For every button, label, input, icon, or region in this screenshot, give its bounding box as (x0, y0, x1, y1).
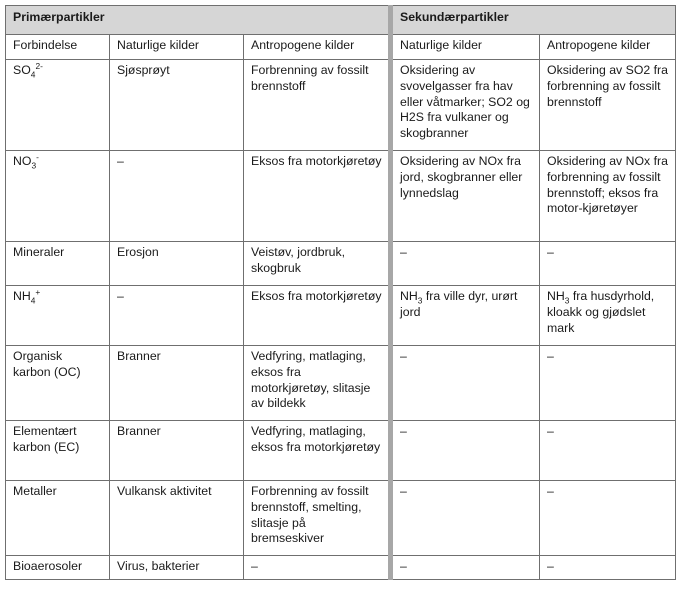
primary-natural-cell: Virus, bakterier (110, 556, 244, 580)
formula-sub: 3 (564, 295, 570, 306)
table-row (6, 421, 676, 481)
formula-base: NH (547, 289, 565, 303)
col-header-primary-anthropogenic: Antropogene kilder (244, 35, 391, 60)
formula-base: NO (13, 154, 32, 168)
col-header-primary-natural: Naturlige kilder (110, 35, 244, 60)
formula-sub: 4 (30, 295, 36, 306)
formula-sup: - (36, 151, 39, 162)
compound-cell: Elementært karbon (EC) (6, 421, 110, 481)
formula-base: SO (13, 63, 31, 77)
table-row (6, 242, 676, 286)
formula-base: NH (400, 289, 418, 303)
secondary-anthropogenic-cell: – (540, 346, 676, 421)
group-primary: Primærpartikler (6, 6, 391, 35)
primary-anthropogenic-cell: Forbrenning av fossilt brennstoff (244, 60, 391, 151)
secondary-anthropogenic-cell: Oksidering av NOx fra forbrenning av fossilt brennstoff; eksos fra motor-kjøretøyer (540, 151, 676, 242)
compound-cell (6, 151, 110, 242)
primary-natural-cell: Branner (110, 421, 244, 481)
col-header-secondary-anthropogenic: Antropogene kilder (540, 35, 676, 60)
secondary-natural-cell: Oksidering av NOx fra jord, skogbranner eller lynnedslag (391, 151, 540, 242)
column-header-row (6, 35, 676, 60)
primary-natural-cell: Vulkansk aktivitet (110, 481, 244, 556)
secondary-natural-cell (391, 286, 540, 346)
compound-cell: Organisk karbon (OC) (6, 346, 110, 421)
col-header-secondary-natural: Naturlige kilder (391, 35, 540, 60)
primary-anthropogenic-cell: – (244, 556, 391, 580)
formula-sub: 3 (31, 160, 37, 171)
formula-base: NH (13, 289, 31, 303)
cell-text: fra husdyrhold, kloakk og gjødslet mark (547, 289, 655, 335)
secondary-natural-cell: – (391, 421, 540, 481)
secondary-natural-cell: – (391, 242, 540, 286)
formula-sub: 3 (417, 295, 423, 306)
cell-text: fra ville dyr, urørt jord (400, 289, 518, 319)
secondary-anthropogenic-cell: – (540, 556, 676, 580)
secondary-anthropogenic-cell: Oksidering av SO2 fra forbrenning av fossilt brennstoff (540, 60, 676, 151)
table-row (6, 346, 676, 421)
table-row (6, 151, 676, 242)
secondary-natural-cell: – (391, 481, 540, 556)
group-secondary: Sekundærpartikler (391, 6, 676, 35)
secondary-anthropogenic-cell: – (540, 421, 676, 481)
table-row (6, 286, 676, 346)
secondary-anthropogenic-cell: – (540, 481, 676, 556)
col-header-compound: Forbindelse (6, 35, 110, 60)
compound-cell (6, 286, 110, 346)
primary-natural-cell: – (110, 286, 244, 346)
table-row (6, 556, 676, 580)
formula-sup: + (35, 286, 41, 297)
primary-natural-cell: Branner (110, 346, 244, 421)
compound-cell (6, 60, 110, 151)
secondary-anthropogenic-cell: – (540, 242, 676, 286)
formula-sub: 4 (30, 69, 36, 80)
compound-cell: Metaller (6, 481, 110, 556)
compound-cell: Bioaerosoler (6, 556, 110, 580)
formula-sup: 2- (35, 60, 43, 71)
primary-anthropogenic-cell: Veistøv, jordbruk, skogbruk (244, 242, 391, 286)
group-header-row (6, 6, 676, 35)
primary-natural-cell: Sjøsprøyt (110, 60, 244, 151)
secondary-natural-cell: – (391, 556, 540, 580)
secondary-anthropogenic-cell (540, 286, 676, 346)
particle-sources-table (5, 5, 676, 580)
primary-natural-cell: Erosjon (110, 242, 244, 286)
table-row (6, 60, 676, 151)
primary-anthropogenic-cell: Forbrenning av fossilt brennstoff, smelting, slitasje på bremseskiver (244, 481, 391, 556)
primary-anthropogenic-cell: Vedfyring, matlaging, eksos fra motorkjøretøy (244, 421, 391, 481)
primary-anthropogenic-cell: Vedfyring, matlaging, eksos fra motorkjøretøy, slitasje av bildekk (244, 346, 391, 421)
primary-anthropogenic-cell: Eksos fra motorkjøretøy (244, 286, 391, 346)
secondary-natural-cell: Oksidering av svovelgasser fra hav eller våtmarker; SO2 og H2S fra vulkaner og skogbranner (391, 60, 540, 151)
primary-natural-cell: – (110, 151, 244, 242)
primary-anthropogenic-cell: Eksos fra motorkjøretøy (244, 151, 391, 242)
secondary-natural-cell: – (391, 346, 540, 421)
compound-cell: Mineraler (6, 242, 110, 286)
table-row (6, 481, 676, 556)
